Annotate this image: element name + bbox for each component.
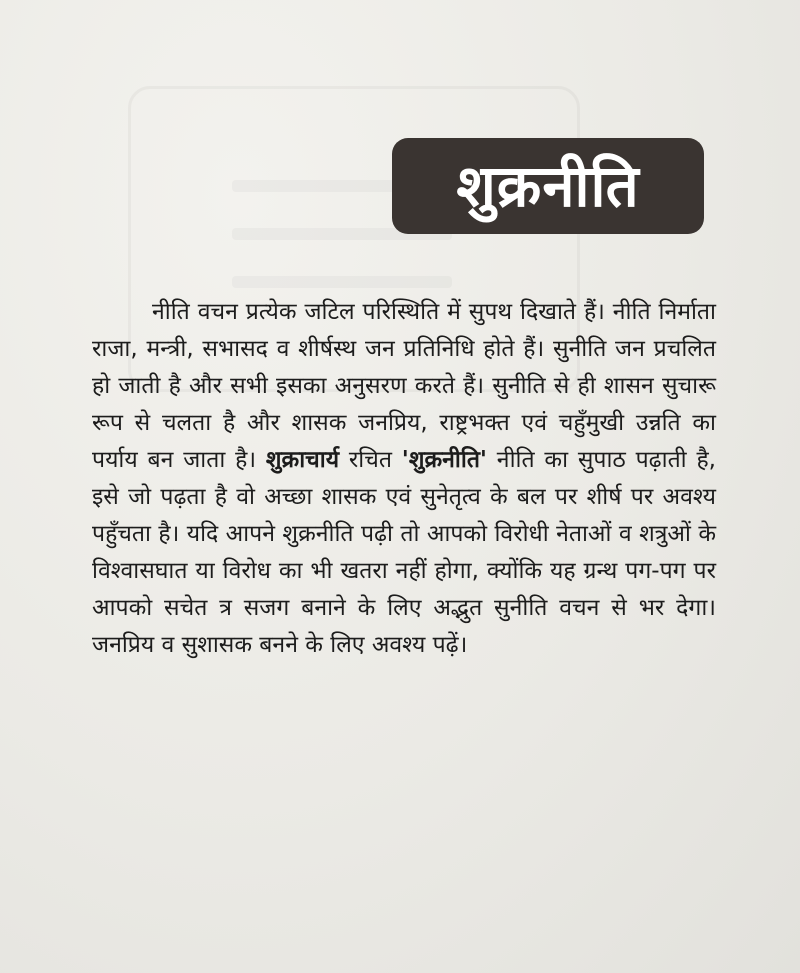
body-paragraph xyxy=(92,294,716,664)
author-name-bold: शुक्राचार्य xyxy=(265,447,340,473)
paragraph-text-3: नीति का सुपाठ पढ़ाती है, इसे जो पढ़ता है वो अच्छा शासक एवं सुनेतृत्व के बल पर शीर्ष पर अवश्य पहुँचता है। यदि आपने शुक्रनीति पढ़ी तो आपको विरोधी नेताओं व शत्रुओं के विश्वासघात या विरोध का भी खतरा नहीं होगा, क्योंकि यह ग्रन्थ पग-पग पर आपको सचेत त्र सजग बनाने के लिए अद्भुत सुनीति वचन से भर देगा। जनप्रिय व सुशासक बनने के लिए अवश्य पढ़ें। xyxy=(92,447,716,658)
book-name-bold: 'शुक्रनीति' xyxy=(401,447,487,473)
paragraph-text-1: नीति वचन प्रत्येक जटिल परिस्थिति में सुपथ दिखाते हैं। नीति निर्माता राजा, मन्त्री, सभासद व शीर्षस्थ जन प्रतिनिधि होते हैं। सुनीति जन प्रचलित हो जाती है और सभी इसका अनुसरण करते हैं। सुनीति से ही शासन सुचारू रूप से चलता है और शासक जनप्रिय, राष्ट्रभक्त एवं चहुँमुखी उन्नति का पर्याय बन जाता है। xyxy=(92,299,716,473)
page-title: शुक्रनीति xyxy=(456,152,640,220)
paragraph-text-2: रचित xyxy=(339,447,402,473)
title-banner xyxy=(392,138,704,234)
